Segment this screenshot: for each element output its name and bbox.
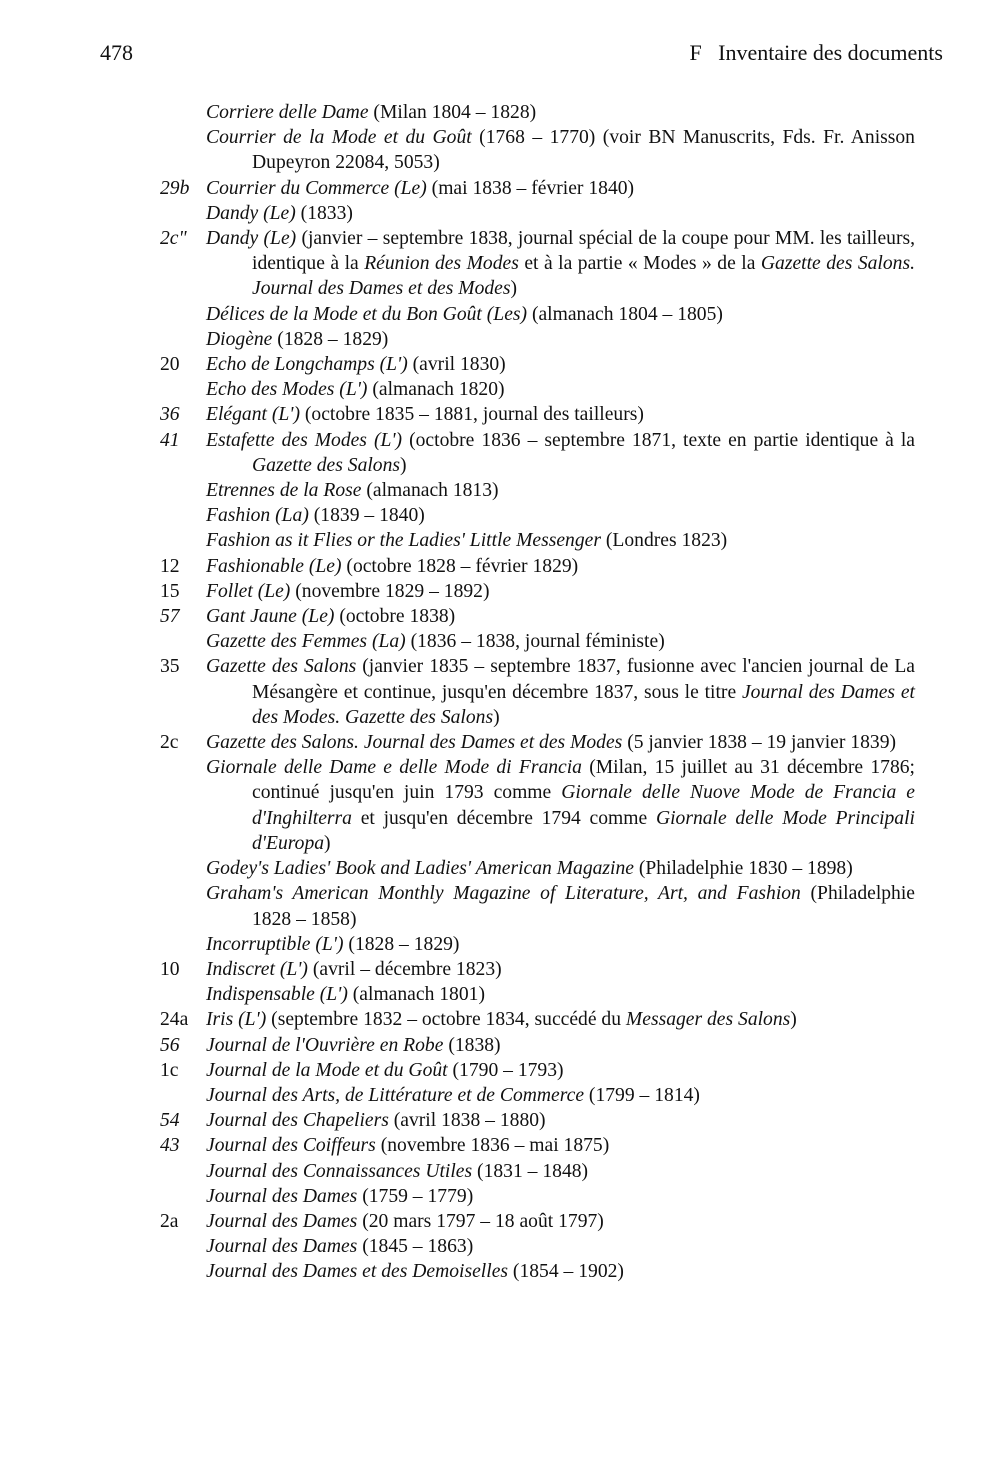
entry-description: (1831 – 1848) bbox=[472, 1160, 589, 1182]
entry-description: (20 mars 1797 – 18 août 1797) bbox=[357, 1210, 604, 1232]
entry-number: 15 bbox=[160, 580, 180, 602]
list-item bbox=[160, 352, 915, 377]
entry-description: (1828 – 1829) bbox=[343, 933, 460, 955]
entry-title: Journal des Dames bbox=[206, 1236, 358, 1258]
entry-number: 12 bbox=[160, 555, 180, 577]
page-number: 478 bbox=[100, 40, 133, 65]
entry-title: Fashionable (Le) bbox=[206, 555, 342, 577]
entry-description: (mai 1838 – février 1840) bbox=[426, 177, 635, 199]
list-item bbox=[160, 579, 915, 604]
list-item bbox=[206, 1083, 915, 1108]
entry-description: (octobre 1828 – février 1829) bbox=[341, 555, 579, 577]
entry-title: Courrier du Commerce (Le) bbox=[206, 177, 427, 199]
entry-title: Elégant (L') bbox=[206, 404, 300, 426]
list-item bbox=[160, 957, 915, 982]
entry-title: Gazette des Femmes (La) bbox=[206, 631, 406, 653]
entry-description: (octobre 1836 – septembre 1871, texte en partie identique à la bbox=[402, 429, 916, 451]
entry-title: Journal des Dames bbox=[206, 1210, 358, 1232]
entry-title: Estafette des Modes (L') bbox=[206, 429, 403, 451]
list-item bbox=[160, 226, 915, 302]
list-item bbox=[160, 1007, 915, 1032]
list-item bbox=[160, 654, 915, 730]
entry-description: (1799 – 1814) bbox=[584, 1084, 700, 1106]
entry-description: (1790 – 1793) bbox=[447, 1059, 564, 1081]
entry-description: (novembre 1829 – 1892) bbox=[290, 580, 490, 602]
entry-description: ) bbox=[493, 706, 500, 728]
list-item bbox=[206, 1259, 915, 1284]
entry-title: Délices de la Mode et du Bon Goût (Les) bbox=[206, 303, 528, 325]
entry-number: 54 bbox=[160, 1110, 180, 1132]
entry-description: (avril 1838 – 1880) bbox=[388, 1110, 546, 1132]
entry-description: (octobre 1838) bbox=[334, 606, 456, 628]
entry-number: 56 bbox=[160, 1034, 180, 1056]
entry-title: Gazette des Salons bbox=[206, 656, 357, 678]
entry-description: (1838) bbox=[443, 1034, 501, 1056]
entry-description: (almanach 1804 – 1805) bbox=[527, 303, 723, 325]
entry-number: 41 bbox=[160, 429, 180, 451]
entry-title: Echo des Modes (L') bbox=[206, 379, 368, 401]
entry-cited-title: Journal des Dames et des Modes. Gazette des Salons bbox=[252, 681, 915, 728]
entry-description: (1845 – 1863) bbox=[357, 1236, 474, 1258]
list-item bbox=[160, 554, 915, 579]
list-item bbox=[206, 503, 915, 528]
list-item bbox=[160, 1033, 915, 1058]
list-item bbox=[206, 1234, 915, 1259]
entry-title: Fashion (La) bbox=[206, 505, 309, 527]
entry-number: 20 bbox=[160, 354, 180, 376]
entry-description: (1768 – 1770) (voir BN Manuscrits, Fds. Fr. Anisson Dupeyron 22084, 5053) bbox=[252, 127, 915, 174]
list-item bbox=[160, 1133, 915, 1158]
entry-description: (janvier 1835 – septembre 1837, fusionne avec l'ancien journal de La Mésangère et continue, jusqu'en décembre 1837, sous le titre bbox=[252, 656, 915, 703]
entry-title: Iris (L') bbox=[206, 1009, 267, 1031]
entry-description: (avril – décembre 1823) bbox=[307, 958, 502, 980]
entry-title: Courrier de la Mode et du Goût bbox=[206, 127, 472, 149]
entry-title: Journal des Arts, de Littérature et de Commerce bbox=[206, 1084, 585, 1106]
entry-description: (Milan, 15 juillet au 31 décembre 1786; continué jusqu'en juin 1793 comme bbox=[252, 757, 915, 804]
list-item bbox=[206, 125, 915, 175]
entry-description: (octobre 1835 – 1881, journal des tailleurs) bbox=[299, 404, 644, 426]
list-item bbox=[206, 302, 915, 327]
entry-description: (1854 – 1902) bbox=[508, 1261, 624, 1283]
entry-number: 1c bbox=[160, 1059, 179, 1081]
entry-title: Journal de la Mode et du Goût bbox=[206, 1059, 448, 1081]
entry-description: (Philadelphie 1828 – 1858) bbox=[252, 883, 915, 930]
entry-number: 24a bbox=[160, 1009, 189, 1031]
list-item bbox=[160, 176, 915, 201]
entry-number: 29b bbox=[160, 177, 190, 199]
list-item bbox=[206, 528, 915, 553]
entry-title: Gant Jaune (Le) bbox=[206, 606, 335, 628]
list-item bbox=[206, 100, 915, 125]
entry-description: ) bbox=[510, 278, 518, 300]
entry-description: et jusqu'en décembre 1794 comme bbox=[351, 807, 656, 829]
list-item bbox=[206, 881, 915, 931]
entry-title: Journal des Connaissances Utiles bbox=[206, 1160, 473, 1182]
entry-title: Journal des Dames bbox=[206, 1185, 358, 1207]
entry-number: 57 bbox=[160, 606, 180, 628]
entry-description: ) bbox=[790, 1009, 797, 1031]
entry-number: 2c" bbox=[160, 228, 187, 250]
entry-description: (Milan 1804 – 1828) bbox=[368, 102, 537, 123]
entry-number: 35 bbox=[160, 656, 180, 678]
entry-description: (Londres 1823) bbox=[600, 530, 728, 552]
entry-title: Fashion as it Flies or the Ladies' Little Messenger bbox=[206, 530, 601, 552]
running-head bbox=[100, 38, 943, 68]
list-item bbox=[206, 856, 915, 881]
entry-title: Journal des Chapeliers bbox=[206, 1110, 389, 1132]
list-item bbox=[160, 402, 915, 427]
entry-description: (1828 – 1829) bbox=[272, 328, 389, 350]
list-item bbox=[160, 428, 916, 478]
list-item bbox=[206, 1159, 915, 1184]
entry-title: Incorruptible (L') bbox=[206, 933, 344, 955]
entry-description: (1839 – 1840) bbox=[308, 505, 425, 527]
entry-title: Journal des Dames et des Demoiselles bbox=[206, 1261, 509, 1283]
list-item bbox=[206, 201, 915, 226]
entry-number: 10 bbox=[160, 958, 180, 980]
entry-title: Indiscret (L') bbox=[206, 958, 308, 980]
list-item bbox=[206, 327, 915, 352]
entry-number: 43 bbox=[160, 1135, 180, 1157]
entry-description: (avril 1830) bbox=[407, 354, 506, 376]
entry-description: (1833) bbox=[295, 202, 353, 224]
entry-description: (almanach 1820) bbox=[367, 379, 505, 401]
entry-description: ) bbox=[324, 832, 331, 854]
entry-description: et à la partie « Modes » de la bbox=[518, 253, 761, 275]
entry-title: Echo de Longchamps (L') bbox=[206, 354, 408, 376]
entry-cited-title: Gazette des Salons. Journal des Dames et des Modes bbox=[252, 253, 915, 300]
entry-cited-title: Gazette des Salons bbox=[252, 454, 401, 476]
entry-title: Diogène bbox=[206, 328, 273, 350]
list-item bbox=[160, 1108, 915, 1133]
entry-title: Indispensable (L') bbox=[206, 984, 348, 1006]
entry-number: 36 bbox=[160, 404, 180, 426]
list-item bbox=[206, 932, 915, 957]
list-item bbox=[206, 629, 915, 654]
list-item bbox=[160, 730, 915, 755]
list-item bbox=[206, 377, 915, 402]
entry-number: 2a bbox=[160, 1210, 179, 1232]
list-item bbox=[160, 604, 915, 629]
inventory-list bbox=[160, 100, 915, 1285]
entry-description: (1836 – 1838, journal féministe) bbox=[405, 631, 665, 653]
entry-description: (novembre 1836 – mai 1875) bbox=[375, 1135, 610, 1157]
entry-cited-title: Giornale delle Mode Principali d'Europa bbox=[252, 807, 915, 854]
entry-title: Gazette des Salons. Journal des Dames et des Modes bbox=[206, 732, 623, 754]
section-title: F Inventaire des documents bbox=[689, 40, 943, 65]
entry-title: Corriere delle Dame bbox=[206, 102, 369, 123]
entry-title: Journal de l'Ouvrière en Robe bbox=[206, 1034, 444, 1056]
entry-cited-title: Messager des Salons bbox=[625, 1009, 791, 1031]
entry-title: Dandy (Le) bbox=[206, 202, 296, 224]
entry-description: ) bbox=[400, 454, 407, 476]
entry-title: Graham's American Monthly Magazine of Literature, Art, and Fashion bbox=[206, 883, 801, 905]
entry-title: Follet (Le) bbox=[206, 580, 291, 602]
list-item bbox=[206, 1184, 915, 1209]
entry-description: (almanach 1813) bbox=[361, 480, 499, 502]
entry-description: (Philadelphie 1830 – 1898) bbox=[633, 858, 853, 880]
list-item bbox=[160, 1209, 915, 1234]
entry-title: Giornale delle Dame e delle Mode di Francia bbox=[206, 757, 582, 779]
entry-title: Journal des Coiffeurs bbox=[206, 1135, 376, 1157]
entry-number: 2c bbox=[160, 732, 179, 754]
list-item bbox=[160, 1058, 915, 1083]
entry-description: (janvier – septembre 1838, journal spécial de la coupe pour MM. les tailleurs, identique à la bbox=[252, 228, 915, 275]
list-item bbox=[206, 982, 915, 1007]
list-item bbox=[206, 755, 915, 856]
entry-description: (septembre 1832 – octobre 1834, succédé du bbox=[266, 1009, 626, 1031]
entry-title: Dandy (Le) bbox=[206, 228, 297, 250]
entry-cited-title: Réunion des Modes bbox=[364, 253, 519, 275]
entry-title: Etrennes de la Rose bbox=[206, 480, 362, 502]
entry-title: Godey's Ladies' Book and Ladies' American Magazine bbox=[206, 858, 634, 880]
entry-description: (1759 – 1779) bbox=[357, 1185, 474, 1207]
entry-cited-title: Giornale delle Nuove Mode de Francia e d'Inghilterra bbox=[252, 782, 915, 829]
list-item bbox=[206, 478, 915, 503]
entry-description: (5 janvier 1838 – 19 janvier 1839) bbox=[622, 732, 897, 754]
entry-description: (almanach 1801) bbox=[347, 984, 485, 1006]
